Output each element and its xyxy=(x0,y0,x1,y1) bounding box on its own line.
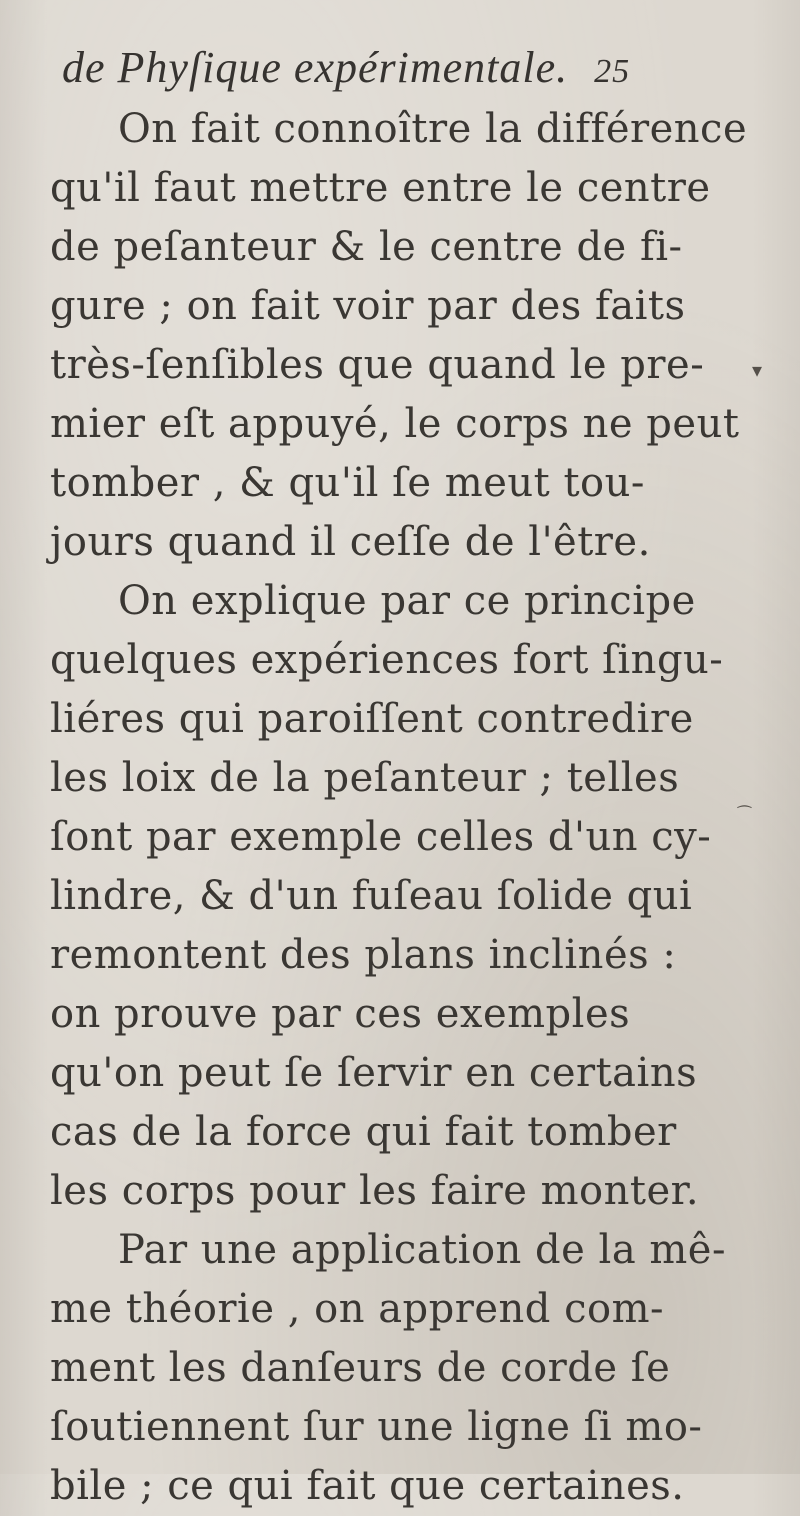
text-line: jours quand il ceſſe de l'être. xyxy=(50,519,651,565)
body-text xyxy=(50,100,770,1516)
text-line: gure ; on fait voir par des faits xyxy=(50,283,686,329)
text-line: qu'il faut mettre entre le centre xyxy=(50,165,711,211)
ink-speck: ▾ xyxy=(752,358,763,382)
text-line: qu'on peut ſe ſervir en certains xyxy=(50,1050,698,1096)
text-line: lindre, & d'un fuſeau ſolide qui xyxy=(50,873,693,919)
text-line: Par une application de la mê- xyxy=(118,1227,726,1273)
running-title: de Phyſique expérimentale. xyxy=(62,43,569,92)
ink-speck: ⁀ xyxy=(738,805,751,824)
text-line: on prouve par ces exemples xyxy=(50,991,631,1037)
text-line: les corps pour les faire monter. xyxy=(50,1168,700,1214)
text-line: ſoutiennent ſur une ligne ſi mo- xyxy=(50,1404,703,1450)
text-line: quelques expériences fort ſingu- xyxy=(50,637,724,683)
text-line: tomber , & qu'il ſe meut tou- xyxy=(50,460,645,506)
text-line: ſont par exemple celles d'un cy- xyxy=(50,814,712,860)
running-header xyxy=(62,42,762,93)
text-line: ment les danſeurs de corde ſe xyxy=(50,1345,671,1391)
page-number: 25 xyxy=(594,53,631,90)
text-line: On fait connoître la différence xyxy=(118,106,748,152)
text-line: de peſanteur & le centre de fi- xyxy=(50,224,683,270)
text-line: les loix de la peſanteur ; telles xyxy=(50,755,680,801)
text-line: remontent des plans inclinés : xyxy=(50,932,677,978)
text-line: On explique par ce principe xyxy=(118,578,696,624)
text-line: très-ſenſibles que quand le pre- xyxy=(50,342,705,388)
text-line: cas de la force qui fait tomber xyxy=(50,1109,677,1155)
text-line: mier eſt appuyé, le corps ne peut xyxy=(50,401,740,447)
text-line: me théorie , on apprend com- xyxy=(50,1286,665,1332)
text-line: bile ; ce qui fait que certaines. xyxy=(50,1463,685,1509)
text-line: liéres qui paroiſſent contredire xyxy=(50,696,694,742)
